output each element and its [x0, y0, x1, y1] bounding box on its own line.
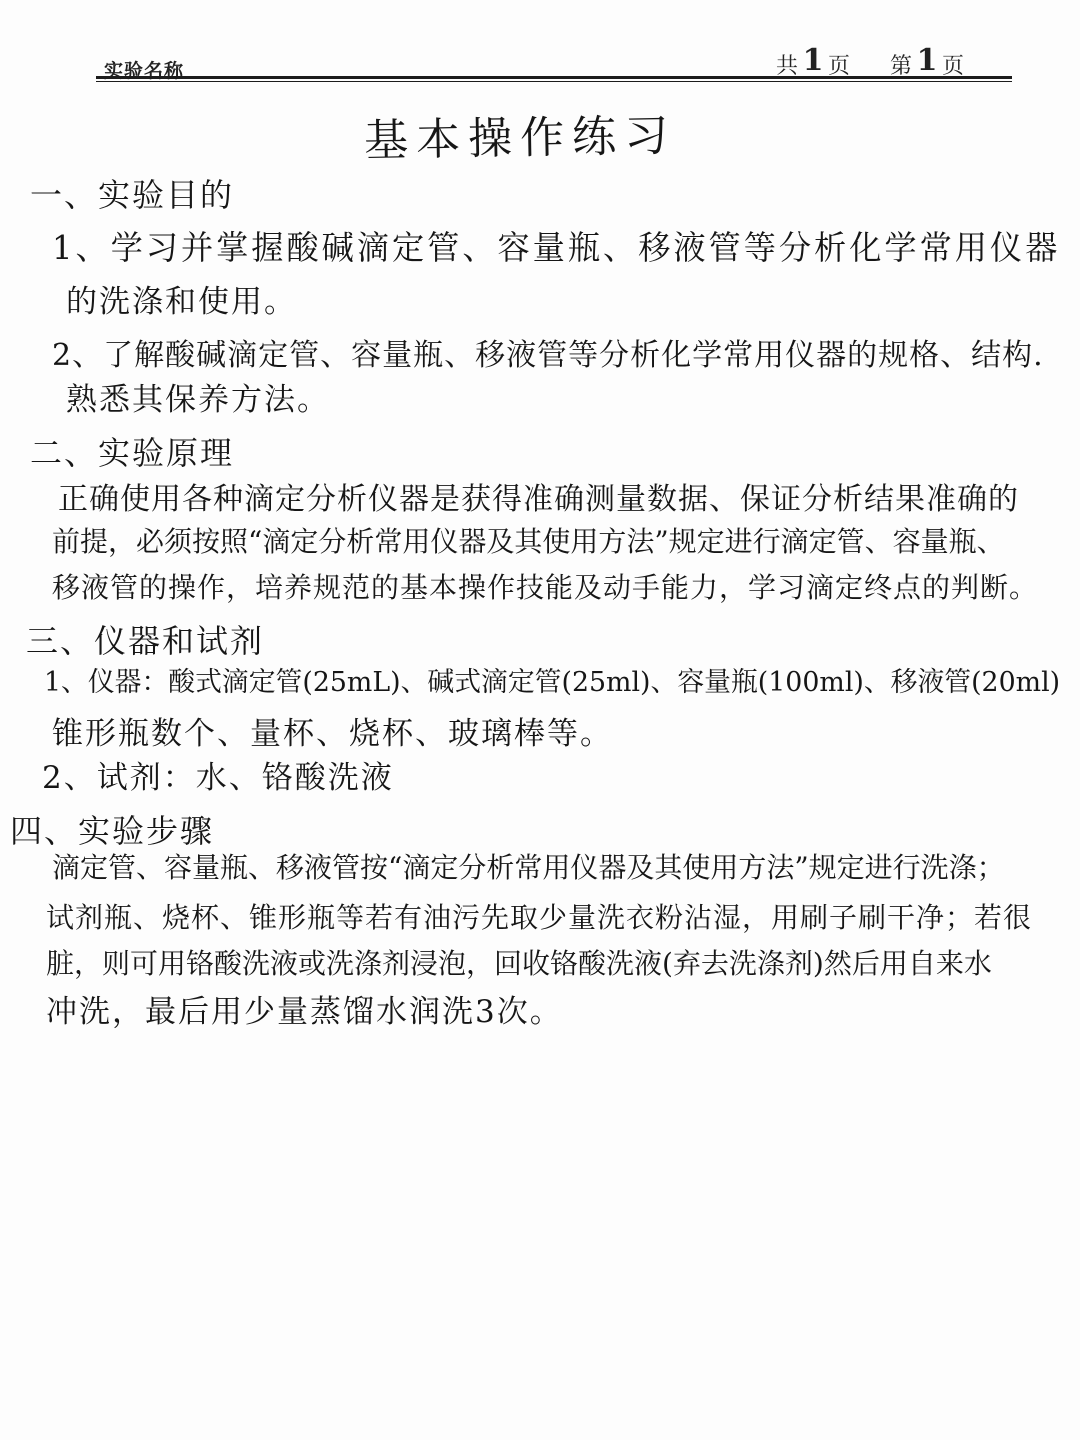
page-number: 1 [916, 43, 938, 78]
instruments-line-3: 2、试剂：水、铬酸洗液 [42, 760, 394, 796]
instruments-line-2: 锥形瓶数个、量杯、烧杯、玻璃棒等。 [52, 716, 613, 752]
page-unit-1: 页 [828, 54, 851, 79]
section-heading-instruments: 三、仪器和试剂 [26, 622, 265, 660]
section-heading-purpose: 一、实验目的 [30, 176, 235, 214]
instruments-line-1: 1、仪器：酸式滴定管(25mL)、碱式滴定管(25ml)、容量瓶(100ml)、移液管(20ml) [44, 667, 1061, 698]
purpose-line-3: 2、了解酸碱滴定管、容量瓶、移液管等分析化学常用仪器的规格、结构. [52, 338, 1044, 373]
header-rule [96, 76, 1012, 82]
section-heading-steps: 四、实验步骤 [10, 812, 215, 850]
principle-line-3: 移液管的操作，培养规范的基本操作技能及动手能力，学习滴定终点的判断。 [52, 571, 1039, 604]
steps-line-4: 冲洗，最后用少量蒸馏水润洗3次。 [46, 994, 563, 1030]
section-heading-principle: 二、实验原理 [30, 434, 235, 472]
purpose-line-2: 的洗涤和使用。 [66, 284, 297, 320]
principle-line-1: 正确使用各种滴定分析仪器是获得准确测量数据、保证分析结果准确的 [58, 482, 1019, 517]
steps-line-1: 滴定管、容量瓶、移液管按“滴定分析常用仪器及其使用方法”规定进行洗涤； [52, 851, 1005, 884]
total-pages: 1 [802, 43, 824, 78]
page-title: 基本操作练习 [363, 110, 677, 167]
steps-line-3: 脏，则可用铬酸洗液或洗涤剂浸泡，回收铬酸洗液(弃去洗涤剂)然后用自来水 [46, 947, 992, 980]
principle-line-2: 前提，必须按照“滴定分析常用仪器及其使用方法”规定进行滴定管、容量瓶、 [52, 525, 1005, 558]
purpose-line-1: 1、学习并掌握酸碱滴定管、容量瓶、移液管等分析化学常用仪器 [52, 228, 1061, 267]
purpose-line-4: 熟悉其保养方法。 [66, 382, 330, 418]
page-label: 第 [890, 54, 913, 79]
page-unit-2: 页 [942, 54, 965, 79]
experiment-name-label: 实验名称 [104, 60, 185, 82]
steps-line-2: 试剂瓶、烧杯、锥形瓶等若有油污先取少量洗衣粉沾湿，用刷子刷干净；若很 [46, 901, 1033, 934]
total-label: 共 [776, 54, 799, 79]
